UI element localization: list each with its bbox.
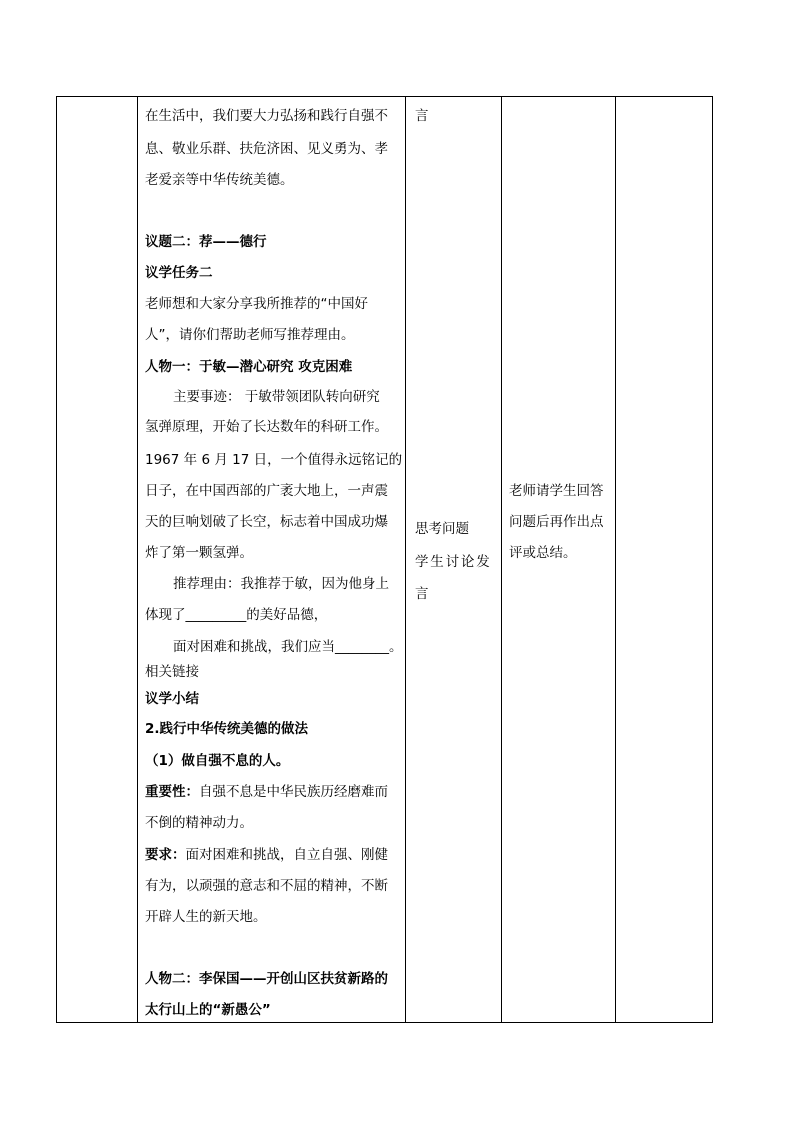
column-divider (405, 97, 406, 1022)
summary-heading: 议学小结 (145, 691, 199, 707)
content-line: 相关链接 (145, 664, 199, 680)
content-line (145, 843, 388, 863)
teacher-line: 评或总结。 (509, 545, 577, 561)
column-divider (501, 97, 502, 1022)
content-line: 老爱亲等中华传统美德。 (145, 172, 294, 188)
column-divider (615, 97, 616, 1022)
person-heading: 人物二：李保国——开创山区扶贫新路的 (145, 971, 388, 987)
label-requirement: 要求： (145, 847, 186, 863)
activity-line: 言 (415, 108, 429, 124)
content-line: 主要事迹： 于敏带领团队转向研究 (173, 389, 380, 405)
person-heading: 太行山上的“新愚公” (145, 1002, 271, 1018)
activity-line: 思考问题 (415, 521, 469, 537)
activity-line: 学生讨论发 (415, 554, 492, 570)
content-line: 人”，请你们帮助老师写推荐理由。 (145, 327, 355, 343)
content-line: 天的巨响划破了长空，标志着中国成功爆 (145, 514, 388, 530)
content-text: 面对困难和挑战，自立自强、刚健 (185, 847, 388, 863)
column-divider (137, 97, 138, 1022)
content-line: 体现了_________的美好品德， (145, 607, 328, 623)
topic-heading: 议题二：荐——德行 (145, 234, 267, 250)
lesson-plan-table (56, 96, 713, 1023)
content-line: 不倒的精神动力。 (145, 815, 253, 831)
content-line: 有为，以顽强的意志和不屈的精神，不断 (145, 878, 388, 894)
teacher-line: 老师请学生回答 (509, 483, 604, 499)
content-line: 1967 年 6 月 17 日，一个值得永远铭记的 (145, 452, 403, 468)
content-line: 日子，在中国西部的广袤大地上，一声震 (145, 483, 388, 499)
content-line (145, 780, 388, 800)
content-line: 在生活中，我们要大力弘扬和践行自强不 (145, 108, 388, 124)
activity-line: 言 (415, 586, 429, 602)
content-line: 炸了第一颗氢弹。 (145, 545, 253, 561)
content-text: 自强不息是中华民族历经磨难而 (199, 784, 388, 800)
content-line: 老师想和大家分享我所推荐的“中国好 (145, 296, 368, 312)
task-heading: 议学任务二 (145, 265, 213, 281)
person-heading: 人物一：于敏—潜心研究 攻克困难 (145, 359, 353, 375)
content-line: 开辟人生的新天地。 (145, 909, 267, 925)
content-line: 息、敬业乐群、扶危济困、见义勇为、孝 (145, 141, 388, 157)
label-importance: 重要性： (145, 784, 199, 800)
content-line: 氢弹原理，开始了长达数年的科研工作。 (145, 419, 388, 435)
section-heading: 2.践行中华传统美德的做法 (145, 721, 309, 737)
teacher-line: 问题后再作出点 (509, 514, 604, 530)
content-line: 推荐理由：我推荐于敏，因为他身上 (173, 576, 389, 592)
section-subheading: （1）做自强不息的人。 (145, 753, 290, 769)
content-line: 面对困难和挑战，我们应当________。 (173, 639, 403, 655)
